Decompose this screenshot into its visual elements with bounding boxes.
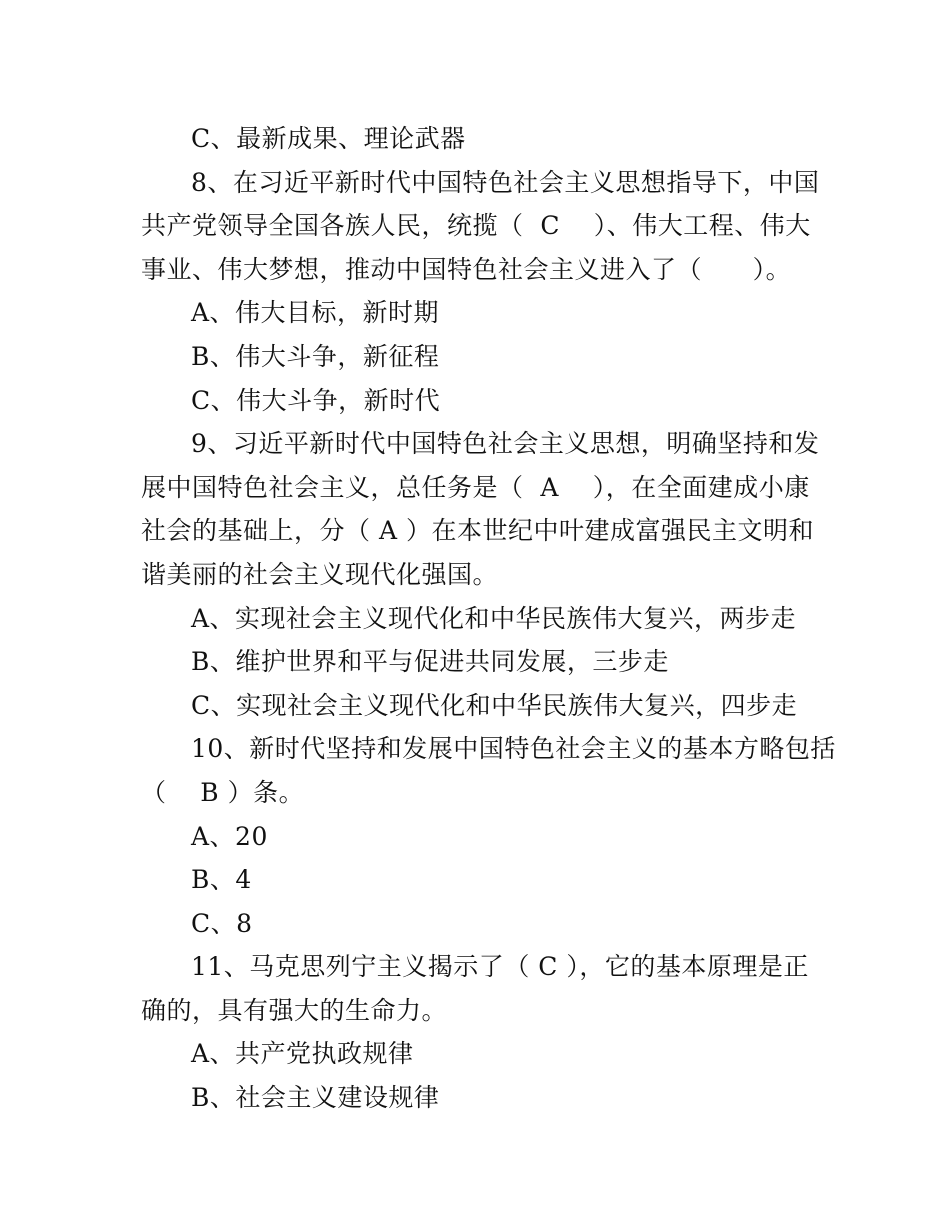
question-9-line-2: 展中国特色社会主义，总任务是（ A ），在全面建成小康 — [141, 472, 810, 502]
option-8c: C、伟大斗争，新时代 — [191, 385, 441, 415]
option-8b: B、伟大斗争，新征程 — [191, 341, 440, 371]
option-11b: B、社会主义建设规律 — [191, 1083, 440, 1113]
option-9b: B、维护世界和平与促进共同发展，三步走 — [191, 647, 669, 677]
question-8-line-2: 共产党领导全国各族人民，统揽（ C ）、伟大工程、伟大 — [141, 211, 811, 241]
question-8-line-1: 8、在习近平新时代中国特色社会主义思想指导下，中国 — [191, 167, 820, 197]
option-9c: C、实现社会主义现代化和中华民族伟大复兴，四步走 — [191, 690, 798, 720]
question-8-line-3: 事业、伟大梦想，推动中国特色社会主义进入了（ ）。 — [141, 254, 792, 284]
question-9-line-3: 社会的基础上，分（ A ）在本世纪中叶建成富强民主文明和 — [141, 516, 814, 546]
document-body — [141, 117, 836, 1120]
option-11a: A、共产党执政规律 — [191, 1039, 414, 1069]
option-8a: A、伟大目标，新时期 — [191, 298, 440, 328]
option-9a: A、实现社会主义现代化和中华民族伟大复兴，两步走 — [191, 603, 797, 633]
question-11-line-1: 11、马克思列宁主义揭示了（ C ），它的基本原理是正 — [191, 952, 809, 982]
option-10c: C、8 — [191, 908, 253, 938]
option-7c: C、最新成果、理论武器 — [191, 124, 466, 153]
option-10a: A、20 — [191, 821, 268, 851]
question-11-line-2: 确的，具有强大的生命力。 — [141, 995, 448, 1025]
option-10b: B、4 — [191, 865, 252, 895]
question-9-line-4: 谐美丽的社会主义现代化强国。 — [141, 559, 499, 589]
question-10-line-2: （ B ）条。 — [141, 777, 305, 807]
question-9-line-1: 9、习近平新时代中国特色社会主义思想，明确坚持和发 — [191, 429, 820, 459]
question-10-line-1: 10、新时代坚持和发展中国特色社会主义的基本方略包括 — [191, 734, 836, 764]
